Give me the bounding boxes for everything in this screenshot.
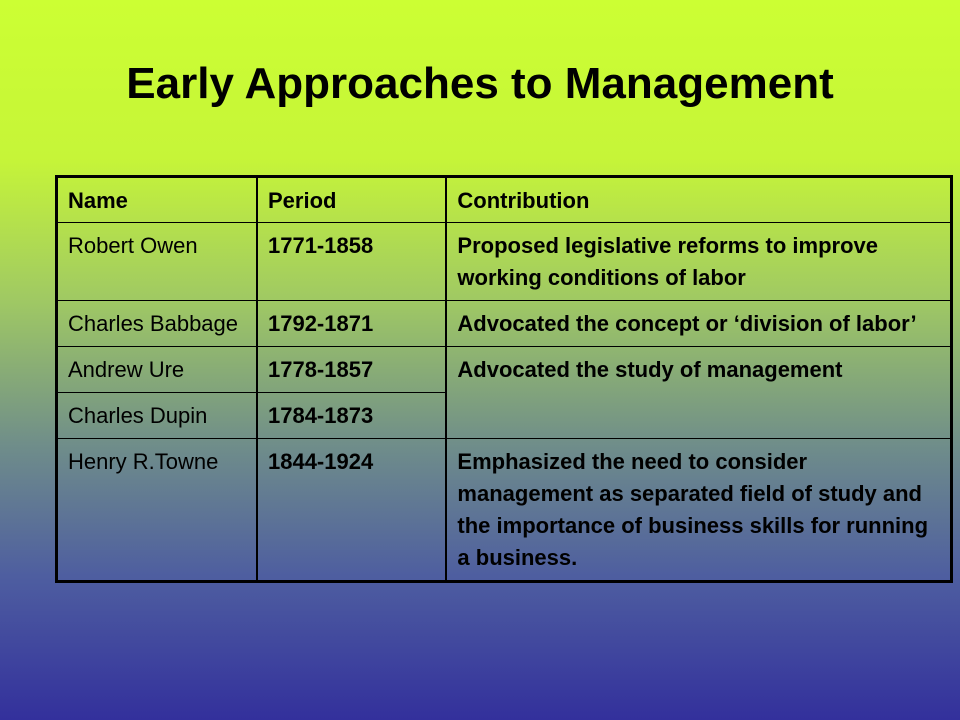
cell-contribution: Advocated the concept or ‘division of labor’ [446, 301, 951, 347]
table-row [57, 301, 952, 347]
slide-title: Early Approaches to Management [126, 59, 834, 108]
management-pioneers-table [55, 175, 953, 583]
table-row [57, 223, 952, 301]
cell-contribution-merged: Advocated the study of management [446, 347, 951, 439]
table-row [57, 439, 952, 582]
cell-period: 1784-1873 [257, 393, 446, 439]
cell-contribution: Emphasized the need to consider management as separated field of study and the importance of business skills for running a business. [446, 439, 951, 582]
cell-contribution: Proposed legislative reforms to improve working conditions of labor [446, 223, 951, 301]
cell-period: 1844-1924 [257, 439, 446, 582]
header-period: Period [257, 177, 446, 223]
cell-name: Charles Dupin [57, 393, 257, 439]
table-row [57, 347, 952, 393]
header-contribution: Contribution [446, 177, 951, 223]
cell-period: 1771-1858 [257, 223, 446, 301]
table-header-row [57, 177, 952, 223]
cell-period: 1792-1871 [257, 301, 446, 347]
cell-name: Robert Owen [57, 223, 257, 301]
header-name: Name [57, 177, 257, 223]
cell-name: Henry R.Towne [57, 439, 257, 582]
cell-name: Andrew Ure [57, 347, 257, 393]
cell-period: 1778-1857 [257, 347, 446, 393]
cell-name: Charles Babbage [57, 301, 257, 347]
